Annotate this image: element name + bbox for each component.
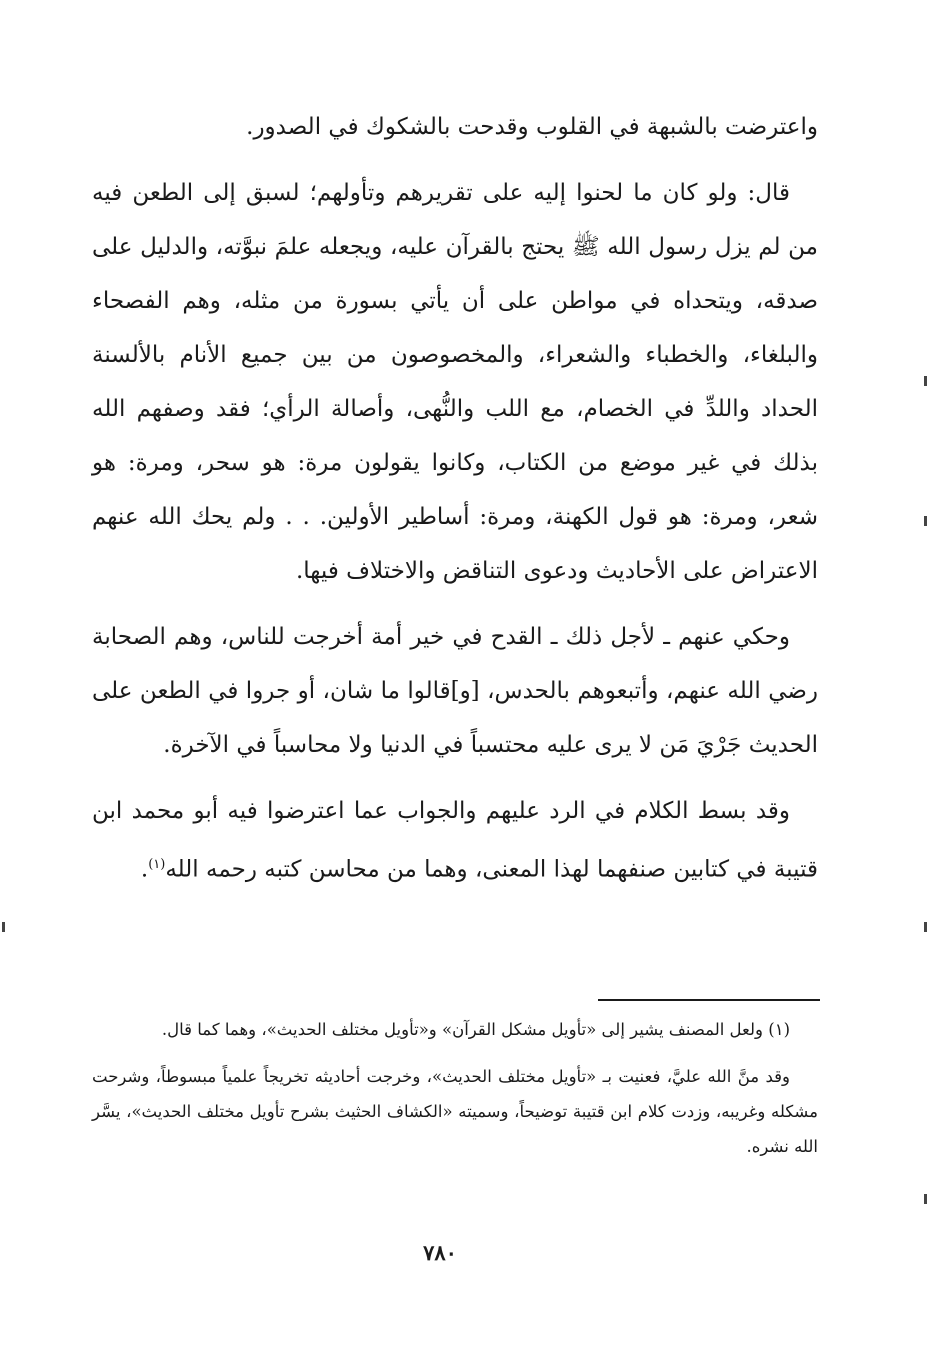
scan-speck bbox=[924, 1194, 927, 1204]
paragraph-1: واعترضت بالشبهة في القلوب وقدحت بالشكوك في الصدور. bbox=[246, 114, 818, 140]
page-number: ٧٨٠ bbox=[423, 1240, 457, 1265]
footnote-1-continuation: وقد منَّ الله عليَّ، فعنيت بـ «تأويل مختلف الحديث»، وخرجت أحاديثه تخريجاً علمياً مبسوطاً، وشرحت مشكله وغريبه، وزدت كلام ابن قتيبة توضيحاً، وسميته «الكشاف الحثيث بشرح تأويل مختلف الحديث»، يسَّر الله نشره. bbox=[92, 1067, 818, 1156]
paragraph-4 bbox=[92, 784, 818, 897]
paragraph-4-period: . bbox=[140, 856, 149, 883]
footnotes bbox=[92, 1012, 818, 1176]
footnote-reference: (١) bbox=[148, 857, 166, 872]
paragraph-4-text: وقد بسط الكلام في الرد عليهم والجواب عما اعترضوا فيه أبو محمد ابن قتيبة في كتابين صنفهما لهذا المعنى، وهما من محاسن كتبه رحمه الله bbox=[92, 798, 818, 883]
footnote-separator bbox=[598, 999, 820, 1001]
paragraph-2: قال: ولو كان ما لحنوا إليه على تقريرهم وتأولهم؛ لسبق إلى الطعن فيه من لم يزل رسول الله ﷺ يحتج بالقرآن عليه، ويجعله علمَ نبوَّته، والدليل على صدقه، ويتحداه في مواطن على أن يأتي بسورة من مثله، وهم الفصحاء والبلغاء، والخطباء والشعراء، والمخصوصون من بين جميع الأنام بالألسنة الحداد واللدِّ في الخصام، مع اللب والنُّهى، وأصالة الرأي؛ فقد وصفهم الله بذلك في غير موضع من الكتاب، وكانوا يقولون مرة: هو سحر، ومرة: هو شعر، ومرة: هو قول الكهنة، ومرة: أساطير الأولين. . . ولم يحك الله عنهم الاعتراض على الأحاديث ودعوى التناقض والاختلاف فيها. bbox=[92, 180, 818, 584]
main-text bbox=[92, 100, 818, 909]
scan-speck bbox=[924, 516, 927, 526]
scan-speck bbox=[924, 376, 927, 386]
scan-speck bbox=[2, 922, 5, 932]
paragraph-3: وحكي عنهم ـ لأجل ذلك ـ القدح في خير أمة أخرجت للناس، وهم الصحابة رضي الله عنهم، وأتبعوهم بالحدس، [و]قالوا ما شان، أو جروا في الطعن على الحديث جَرْيَ مَن لا يرى عليه محتسباً في الدنيا ولا محاسباً في الآخرة. bbox=[92, 624, 818, 758]
footnote-1: (١) ولعل المصنف يشير إلى «تأويل مشكل القرآن» و«تأويل مختلف الحديث»، وهما كما قال. bbox=[161, 1020, 790, 1039]
scan-speck bbox=[924, 922, 927, 932]
